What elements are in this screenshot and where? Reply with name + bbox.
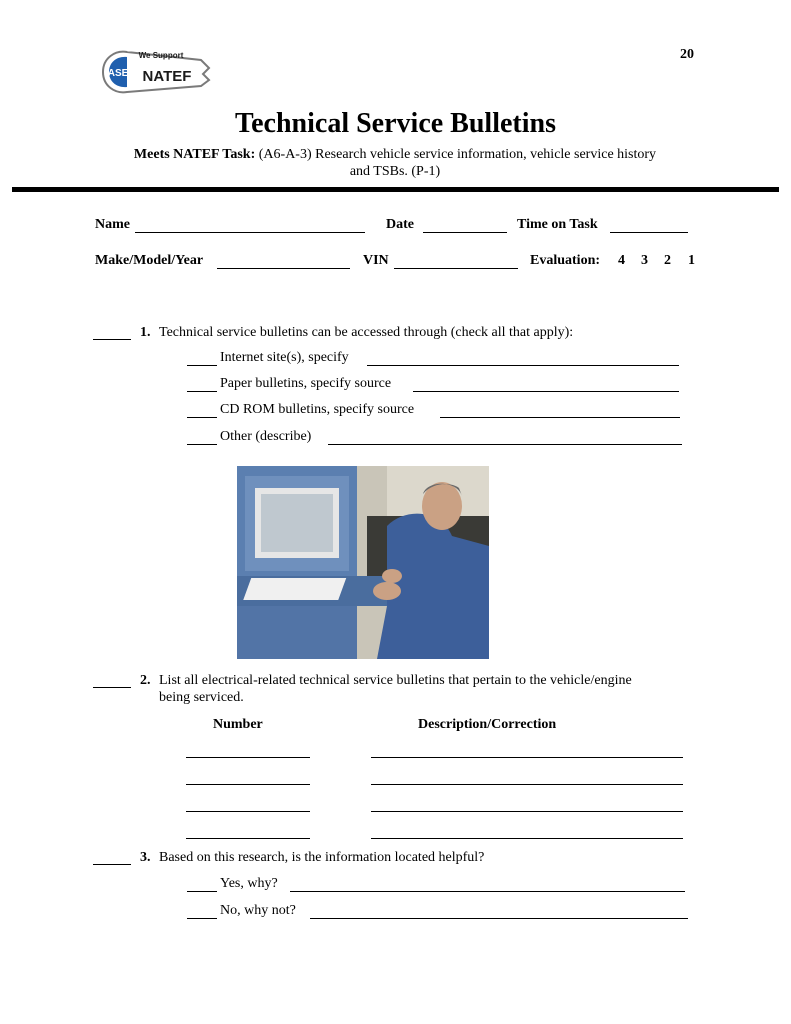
vin-field[interactable] [394,268,518,269]
evaluation-score-1[interactable]: 1 [688,253,695,268]
q3-no-check[interactable] [187,918,217,919]
logo-mark: ASE [107,68,129,79]
q3-answer-blank[interactable] [93,864,131,865]
make-model-year-label: Make/Model/Year [95,253,204,268]
name-label: Name [95,217,130,232]
q1-answer-blank[interactable] [93,339,131,340]
q1-option-2-check[interactable] [187,391,217,392]
q1-option-1-label: Internet site(s), specify [220,350,349,365]
q1-option-3-label: CD ROM bulletins, specify source [220,402,415,417]
technician-photo [237,466,489,659]
tsb-number-field-2[interactable] [186,784,310,785]
natef-logo [97,46,213,98]
page-title: Technical Service Bulletins [235,108,556,139]
subtitle-text: (A6-A-3) Research vehicle service information, vehicle service history [258,147,657,162]
q2-text: List all electrical-related technical service bulletins that pertain to the vehicle/engine being serviced. [159,673,632,705]
column-header-number: Number [213,717,263,732]
name-field[interactable] [135,232,365,233]
evaluation-score-2[interactable]: 2 [664,253,671,268]
logo-name: NATEF [142,68,192,85]
divider-rule [12,187,779,192]
q1-option-4-field[interactable] [328,444,682,445]
logo-top-text: We Support [138,51,184,60]
tsb-description-field-3[interactable] [371,811,683,812]
subtitle [95,146,695,180]
q3-yes-label: Yes, why? [220,876,278,891]
q1-option-3-check[interactable] [187,417,217,418]
time-on-task-field[interactable] [610,232,688,233]
tsb-description-field-1[interactable] [371,757,683,758]
page-number: 20 [680,47,694,62]
q2-number: 2. [140,673,151,688]
q3-yes-field[interactable] [290,891,685,892]
tsb-number-field-1[interactable] [186,757,310,758]
make-model-year-field[interactable] [217,268,350,269]
time-on-task-label: Time on Task [517,217,598,232]
q3-no-label: No, why not? [220,903,296,918]
q1-option-1-field[interactable] [367,365,679,366]
subtitle-label: Meets NATEF Task: [133,147,256,162]
q1-option-2-field[interactable] [413,391,679,392]
date-label: Date [386,217,414,232]
q2-answer-blank[interactable] [93,687,131,688]
evaluation-score-4[interactable]: 4 [618,253,625,268]
column-header-description: Description/Correction [418,717,557,732]
evaluation-score-3[interactable]: 3 [641,253,648,268]
q1-option-2-label: Paper bulletins, specify source [220,376,392,391]
q1-option-4-label: Other (describe) [220,429,312,444]
vin-label: VIN [363,253,389,268]
tsb-description-field-4[interactable] [371,838,683,839]
evaluation-label: Evaluation: [530,253,601,268]
q1-option-1-check[interactable] [187,365,217,366]
q3-yes-check[interactable] [187,891,217,892]
date-field[interactable] [423,232,507,233]
q3-no-field[interactable] [310,918,688,919]
tsb-description-field-2[interactable] [371,784,683,785]
q3-text: Based on this research, is the information located helpful? [159,850,485,865]
subtitle-text-2: and TSBs. (P-1) [349,164,441,179]
q1-text: Technical service bulletins can be accessed through (check all that apply): [159,325,574,340]
q1-number: 1. [140,325,151,340]
q1-option-4-check[interactable] [187,444,217,445]
q3-number: 3. [140,850,151,865]
tsb-number-field-3[interactable] [186,811,310,812]
q1-option-3-field[interactable] [440,417,680,418]
tsb-number-field-4[interactable] [186,838,310,839]
